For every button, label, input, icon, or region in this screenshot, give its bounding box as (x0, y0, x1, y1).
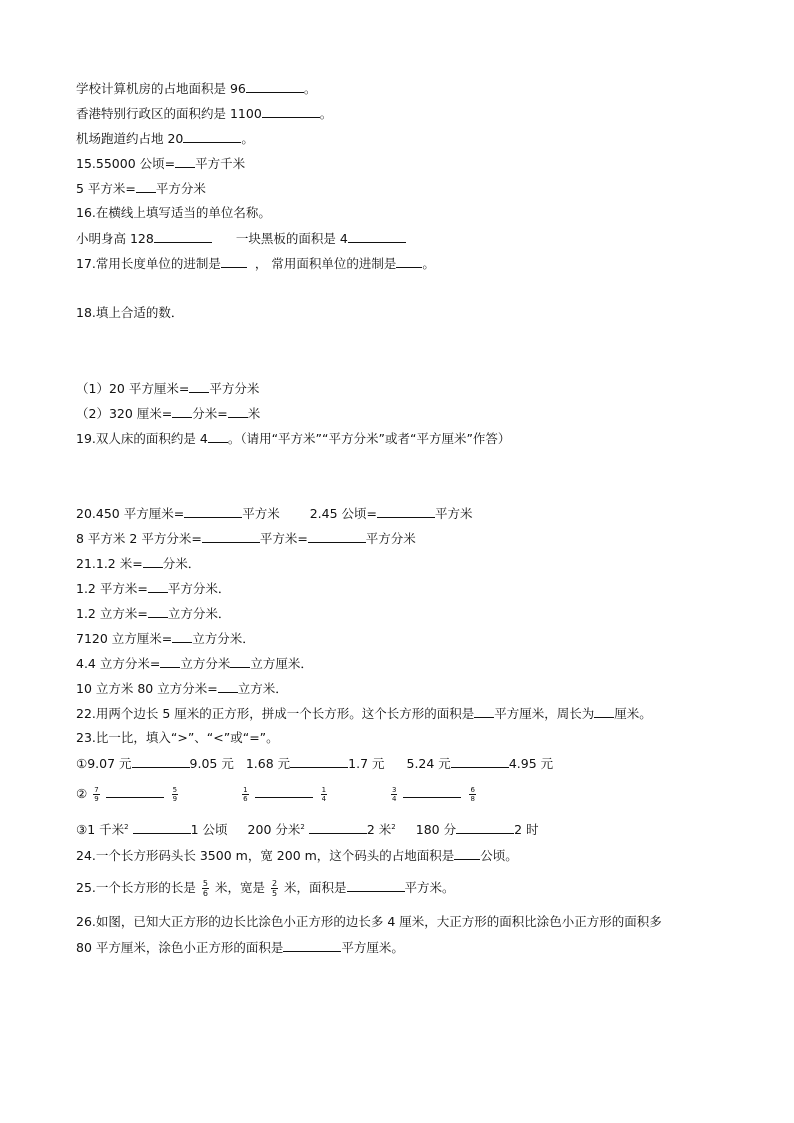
answer-blank[interactable] (377, 505, 435, 518)
question-23-row-1: ①9.07 元 9.05 元 1.68 元 1.7 元 5.24 元 4.95 元 (76, 756, 554, 771)
answer-blank[interactable] (396, 255, 422, 268)
question-24: 24.一个长方形码头长 3500 m，宽 200 m，这个码头的占地面积是 公顷。 (76, 848, 518, 863)
fraction: $\frac{1}{6}$ (243, 786, 248, 803)
answer-blank[interactable] (202, 530, 260, 543)
answer-blank[interactable] (454, 847, 480, 860)
answer-blank[interactable] (290, 755, 348, 768)
answer-blank[interactable] (136, 180, 156, 193)
question-20-line-1: 20.450 平方厘米= 平方米 2.45 公顷= 平方米 (76, 506, 473, 521)
question-20-line-2: 8 平方米 2 平方分米= 平方米= 平方分米 (76, 531, 416, 546)
question-21-line-5: 4.4 立方分米= 立方分米 立方厘米． (76, 656, 313, 671)
question-16-items: 小明身高 128 一块黑板的面积是 4 (76, 230, 406, 247)
question-16-title: 16.在横线上填写适当的单位名称。 (76, 205, 271, 220)
answer-blank[interactable] (160, 655, 180, 668)
answer-blank[interactable] (246, 80, 304, 93)
question-line-computer-room: 学校计算机房的占地面积是 96 。 (76, 81, 317, 96)
question-15-line-1: 15.55000 公顷= 平方千米 (76, 156, 246, 171)
question-23-row-3: ③1 千米$^2$ 1 公顷 200 分米$^2$ 2 米$^2$ 180 分 2 时 (76, 822, 539, 837)
answer-blank[interactable] (208, 430, 228, 443)
answer-blank[interactable] (154, 230, 212, 243)
answer-blank[interactable] (456, 821, 514, 834)
fraction: $\frac{7}{9}$ (94, 786, 99, 803)
answer-blank[interactable] (172, 405, 192, 418)
question-15-line-2: 5 平方米= 平方分米 (76, 181, 206, 196)
question-19: 19.双人床的面积约是 4 。（请用“平方米”“平方分米”或者“平方厘米”作答） (76, 431, 511, 446)
answer-blank[interactable] (132, 755, 190, 768)
question-17: 17.常用长度单位的进制是 ， 常用面积单位的进制是 。 (76, 256, 435, 271)
question-25: 25.一个长方形的长是 $\frac{5}{6}$ 米，宽是 $\frac{2}{5}$ 米，面积是 平方米。 (76, 879, 455, 898)
answer-blank[interactable] (308, 530, 366, 543)
answer-blank[interactable] (403, 785, 461, 798)
answer-blank[interactable] (133, 821, 191, 834)
fraction: $\frac{3}{4}$ (392, 786, 397, 803)
answer-blank[interactable] (255, 785, 313, 798)
answer-blank[interactable] (148, 605, 168, 618)
question-21-line-4: 7120 立方厘米= 立方分米． (76, 631, 255, 646)
question-23-title: 23.比一比，填入“>”、“<”或“=”。 (76, 730, 279, 745)
question-21-line-2: 1.2 平方米= 平方分米． (76, 581, 231, 596)
fraction: $\frac{1}{4}$ (321, 786, 327, 803)
fraction: $\frac{5}{9}$ (172, 786, 178, 803)
fraction: $\frac{6}{8}$ (470, 786, 475, 803)
question-26-line-1: 26.如图，已知大正方形的边长比涂色小正方形的边长多 4 厘米，大正方形的面积比涂色小正方形的面积多 (76, 914, 662, 929)
answer-blank[interactable] (347, 879, 405, 892)
fraction: $\frac{2}{5}$ (271, 879, 278, 898)
question-22: 22.用两个边长 5 厘米的正方形，拼成一个长方形。这个长方形的面积是 平方厘米，周长为 厘米。 (76, 706, 652, 721)
answer-blank[interactable] (451, 755, 509, 768)
answer-blank[interactable] (148, 580, 168, 593)
answer-blank[interactable] (143, 555, 163, 568)
question-21-line-6: 10 立方米 80 立方分米= 立方米． (76, 681, 288, 696)
answer-blank[interactable] (175, 155, 195, 168)
question-18-item-1: （1）20 平方厘米= 平方分米 (76, 381, 260, 396)
question-23-row-2: ② $\frac{7}{9}$ $\frac{5}{9}$ $\frac{1}{6}$ $\frac{1}{4}$ $\frac{3}{4}$ $\frac{6}{8}$ (76, 786, 475, 803)
answer-blank[interactable] (106, 785, 164, 798)
answer-blank[interactable] (348, 230, 406, 243)
question-18-item-2: （2）320 厘米= 分米= 米 (76, 406, 261, 421)
question-line-hong-kong-area: 香港特别行政区的面积约是 1100 。 (76, 106, 333, 121)
answer-blank[interactable] (172, 630, 192, 643)
answer-blank[interactable] (594, 705, 614, 718)
answer-blank[interactable] (309, 821, 367, 834)
answer-blank[interactable] (262, 105, 320, 118)
answer-blank[interactable] (183, 130, 241, 143)
question-18-title: 18.填上合适的数． (76, 305, 184, 320)
answer-blank[interactable] (221, 255, 247, 268)
question-21-line-1: 21.1.2 米= 分米． (76, 556, 201, 571)
answer-blank[interactable] (228, 405, 248, 418)
answer-blank[interactable] (189, 380, 209, 393)
answer-blank[interactable] (283, 939, 341, 952)
answer-blank[interactable] (218, 680, 238, 693)
question-26-line-2: 80 平方厘米，涂色小正方形的面积是 平方厘米。 (76, 940, 404, 955)
answer-blank[interactable] (184, 505, 242, 518)
fraction: $\frac{5}{6}$ (202, 879, 208, 898)
answer-blank[interactable] (230, 655, 250, 668)
question-21-line-3: 1.2 立方米= 立方分米． (76, 606, 231, 621)
answer-blank[interactable] (474, 705, 494, 718)
question-line-airport-runway: 机场跑道约占地 20 。 (76, 131, 254, 146)
